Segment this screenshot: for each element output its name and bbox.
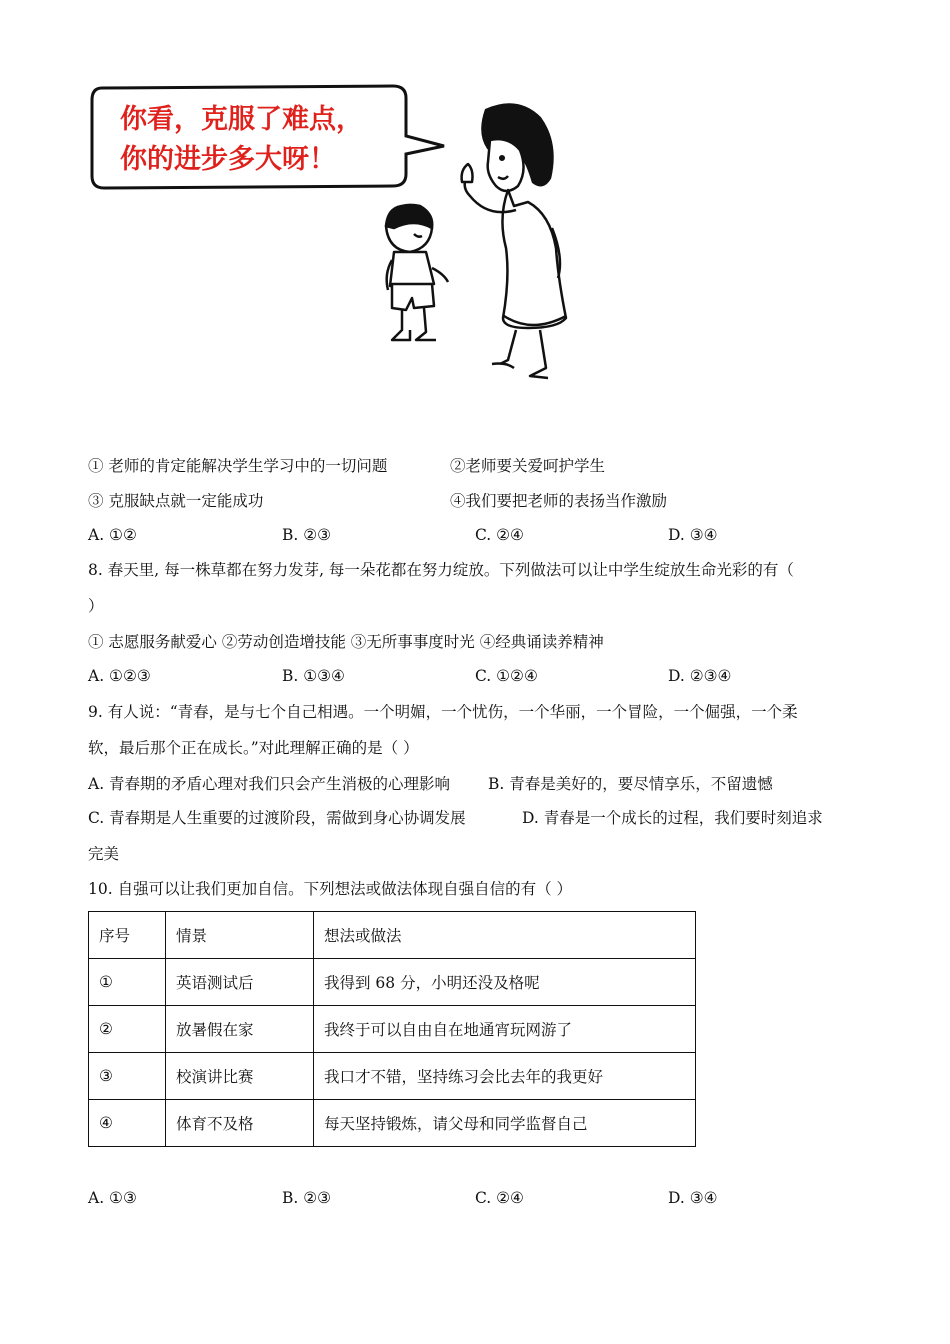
q7-option-a[interactable]: A. ①② [88, 526, 137, 544]
table-row [89, 1100, 696, 1147]
q7-statement-3: ③ 克服缺点就一定能成功 [88, 492, 264, 510]
row-scenario: 校演讲比赛 [166, 1053, 314, 1100]
q9-option-a[interactable]: A. 青春期的矛盾心理对我们只会产生消极的心理影响 [88, 775, 451, 793]
teacher-figure [462, 105, 566, 378]
q9-option-b[interactable]: B. 青春是美好的，要尽情享乐，不留遗憾 [488, 775, 773, 793]
q9-stem-line1: 9. 有人说：“青春，是与七个自己相遇。一个明媚，一个忧伤，一个华丽，一个冒险，一个倔强，一个柔 [88, 703, 798, 721]
speech-text-line1: 你看，克服了难点， [120, 104, 363, 135]
q10-option-b[interactable]: B. ②③ [282, 1189, 332, 1207]
q8-option-b[interactable]: B. ①③④ [282, 667, 345, 685]
table-row [89, 1053, 696, 1100]
q7-option-b[interactable]: B. ②③ [282, 526, 332, 544]
q10-option-c[interactable]: C. ②④ [475, 1189, 524, 1207]
table-row [89, 1006, 696, 1053]
q8-stem-line2: ） [88, 597, 104, 615]
q7-statement-4: ④我们要把老师的表扬当作激励 [450, 492, 668, 510]
q10-table [88, 911, 696, 1147]
table-header-row [89, 912, 696, 959]
q8-stem-line1: 8. 春天里, 每一株草都在努力发芽, 每一朵花都在努力绽放。下列做法可以让中学生绽放生命光彩的有（ [88, 561, 794, 579]
table-row [89, 959, 696, 1006]
q9-option-d-continued: 完美 [88, 845, 120, 863]
q7-option-d[interactable]: D. ③④ [668, 526, 718, 544]
row-action: 我口才不错，坚持练习会比去年的我更好 [314, 1053, 696, 1100]
q8-option-a[interactable]: A. ①②③ [88, 667, 151, 685]
q7-statement-1: ① 老师的肯定能解决学生学习中的一切问题 [88, 457, 388, 475]
q10-option-a[interactable]: A. ①③ [88, 1189, 137, 1207]
child-figure [386, 205, 448, 340]
speech-text-line2: 你的进步多大呀！ [120, 144, 336, 175]
row-scenario: 放暑假在家 [166, 1006, 314, 1053]
row-action: 我终于可以自由自在地通宵玩网游了 [314, 1006, 696, 1053]
row-scenario: 体育不及格 [166, 1100, 314, 1147]
row-index: ① [89, 959, 166, 1006]
header-action: 想法或做法 [314, 912, 696, 959]
row-action: 我得到 68 分，小明还没及格呢 [314, 959, 696, 1006]
q8-statements: ① 志愿服务献爱心 ②劳动创造增技能 ③无所事事度时光 ④经典诵读养精神 [88, 633, 604, 651]
cartoon-illustration [88, 78, 588, 398]
q9-option-c[interactable]: C. 青春期是人生重要的过渡阶段，需做到身心协调发展 [88, 809, 466, 827]
q10-stem: 10. 自强可以让我们更加自信。下列想法或做法体现自强自信的有（ ） [88, 880, 573, 898]
row-action: 每天坚持锻炼，请父母和同学监督自己 [314, 1100, 696, 1147]
q8-option-c[interactable]: C. ①②④ [475, 667, 538, 685]
q10-option-d[interactable]: D. ③④ [668, 1189, 718, 1207]
row-index: ② [89, 1006, 166, 1053]
row-index: ③ [89, 1053, 166, 1100]
q7-option-c[interactable]: C. ②④ [475, 526, 524, 544]
q7-statement-2: ②老师要关爱呵护学生 [450, 457, 606, 475]
q8-option-d[interactable]: D. ②③④ [668, 667, 732, 685]
header-index: 序号 [89, 912, 166, 959]
q9-option-d[interactable]: D. 青春是一个成长的过程，我们要时刻追求 [522, 809, 823, 827]
q9-stem-line2: 软，最后那个正在成长。”对此理解正确的是（ ） [88, 739, 419, 757]
row-scenario: 英语测试后 [166, 959, 314, 1006]
header-scenario: 情景 [166, 912, 314, 959]
row-index: ④ [89, 1100, 166, 1147]
